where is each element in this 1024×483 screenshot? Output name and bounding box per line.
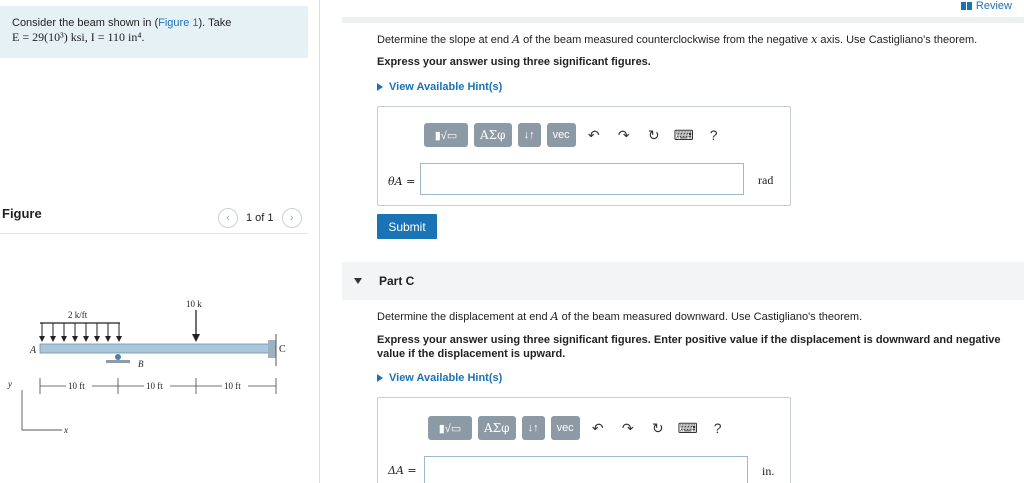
part-b-toolbar xyxy=(424,123,726,147)
chevron-left-icon[interactable]: ‹ xyxy=(218,208,238,228)
part-c-title: Part C xyxy=(379,274,415,288)
axis-x-label: x xyxy=(64,425,68,435)
part-b-question-pre: Determine the slope at end xyxy=(377,34,513,46)
divider xyxy=(0,233,308,234)
subscript-button[interactable]: ↓↑ xyxy=(518,123,541,147)
vec-button[interactable]: vec xyxy=(547,123,576,147)
point-a-label: A xyxy=(30,345,37,356)
dimension-2: 10 ft xyxy=(146,381,163,391)
axis-y-label: y xyxy=(8,379,12,389)
problem-text-after: ). Take xyxy=(198,17,232,29)
redo-icon[interactable]: ↷ xyxy=(621,419,634,436)
part-b-var: A xyxy=(512,33,521,46)
part-b-axis: x xyxy=(811,33,818,46)
reset-icon[interactable]: ↻ xyxy=(651,419,664,436)
point-c-label: C xyxy=(279,344,286,355)
delta-a-input[interactable] xyxy=(424,456,748,483)
caret-right-icon xyxy=(377,374,383,382)
templates-button[interactable]: ▮√▭ xyxy=(424,123,468,147)
point-load-label: 10 k xyxy=(186,299,202,309)
redo-icon[interactable]: ↷ xyxy=(617,126,630,143)
vec-button[interactable]: vec xyxy=(551,416,580,440)
part-b-question xyxy=(377,33,977,47)
part-c-instruction: Express your answer using three significant figures. Enter positive value if the displacement is downward and negative value if the displacement is upward. xyxy=(377,334,1001,360)
part-b-instruction: Express your answer using three significant figures. xyxy=(377,56,651,68)
book-icon xyxy=(961,2,972,10)
keyboard-icon[interactable]: ⌨ xyxy=(677,419,698,436)
figure-pager xyxy=(218,208,302,228)
part-b-hint-label: View Available Hint(s) xyxy=(389,81,503,93)
greek-button[interactable]: ΑΣφ xyxy=(474,123,512,147)
subscript-button[interactable]: ↓↑ xyxy=(522,416,545,440)
greek-button[interactable]: ΑΣφ xyxy=(478,416,516,440)
dimension-1: 10 ft xyxy=(68,381,85,391)
problem-text-before: Consider the beam shown in ( xyxy=(12,17,159,29)
part-c-hint[interactable] xyxy=(377,372,502,384)
help-button[interactable]: ? xyxy=(713,420,722,436)
part-c-question-pre: Determine the displacement at end xyxy=(377,311,551,323)
part-b-question-post: axis. Use Castigliano's theorem. xyxy=(817,34,978,46)
submit-button[interactable]: Submit xyxy=(377,214,437,239)
figure-title: Figure xyxy=(2,206,42,221)
theta-a-input[interactable] xyxy=(420,163,744,195)
given-values: E = 29(10³) ksi, I = 110 in⁴. xyxy=(12,30,145,44)
part-c-question-post: of the beam measured downward. Use Castigliano's theorem. xyxy=(558,311,863,323)
part-c-answer-box xyxy=(377,397,791,483)
part-c-question xyxy=(377,310,862,324)
part-c-header[interactable] xyxy=(342,262,1024,300)
part-c-var: A xyxy=(550,310,559,323)
part-c-toolbar xyxy=(428,416,730,440)
templates-button[interactable]: ▮√▭ xyxy=(428,416,472,440)
review-link[interactable] xyxy=(961,0,1012,12)
review-label: Review xyxy=(975,0,1012,12)
part-b-answer-box xyxy=(377,106,791,206)
chevron-right-icon[interactable]: › xyxy=(282,208,302,228)
delta-a-label: ΔA = xyxy=(388,464,417,477)
question-area xyxy=(342,0,1024,483)
caret-down-icon[interactable] xyxy=(354,278,362,284)
theta-a-label: θA = xyxy=(388,175,416,188)
beam-figure[interactable] xyxy=(0,290,310,440)
keyboard-icon[interactable]: ⌨ xyxy=(673,126,694,143)
part-b-question-mid: of the beam measured counterclockwise from the negative xyxy=(520,34,812,46)
problem-statement xyxy=(0,6,308,58)
point-b-label: B xyxy=(138,359,144,369)
part-c-hint-label: View Available Hint(s) xyxy=(389,372,503,384)
theta-a-unit: rad xyxy=(758,173,774,187)
undo-icon[interactable]: ↶ xyxy=(591,419,604,436)
left-panel xyxy=(0,0,320,483)
pager-label: 1 of 1 xyxy=(246,212,274,224)
undo-icon[interactable]: ↶ xyxy=(587,126,600,143)
delta-a-unit: in. xyxy=(762,464,775,478)
help-button[interactable]: ? xyxy=(709,127,718,143)
reset-icon[interactable]: ↻ xyxy=(647,126,660,143)
dimension-3: 10 ft xyxy=(224,381,241,391)
figure-link[interactable]: Figure 1 xyxy=(158,17,199,29)
part-b-hint[interactable] xyxy=(377,81,502,93)
top-band xyxy=(342,17,1024,23)
caret-right-icon xyxy=(377,83,383,91)
distributed-load-label: 2 k/ft xyxy=(68,310,88,320)
